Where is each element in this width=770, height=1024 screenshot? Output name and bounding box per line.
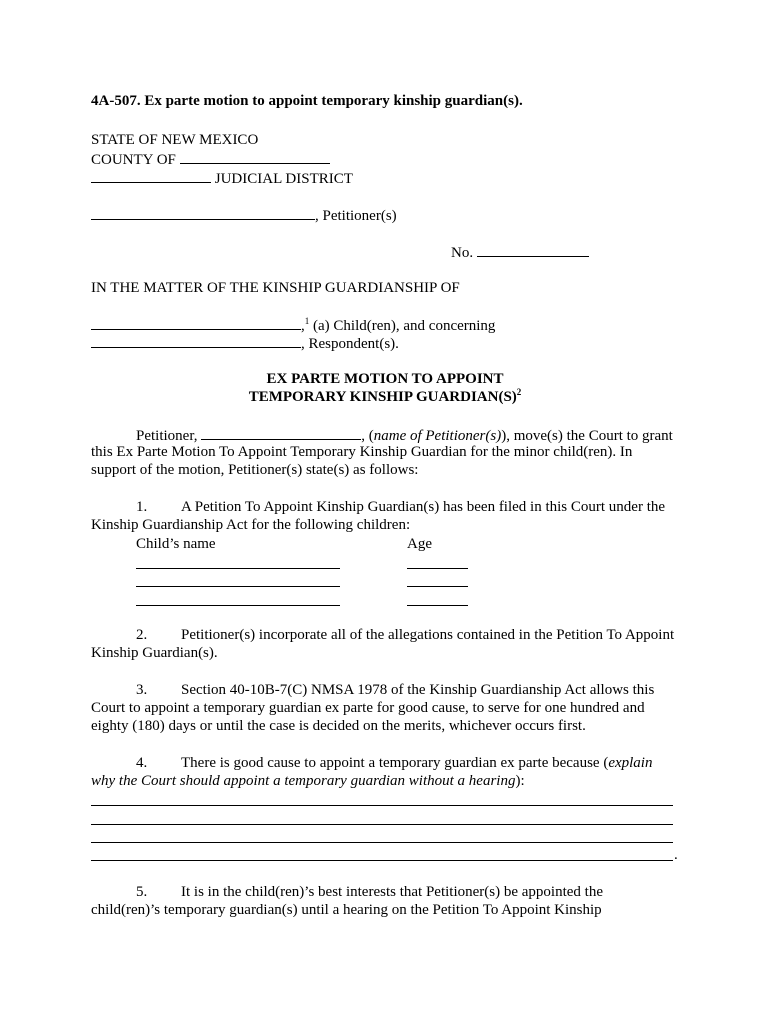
respondent-label: , Respondent(s). xyxy=(301,336,399,352)
child-name-field-1[interactable] xyxy=(136,568,340,569)
children-blank[interactable] xyxy=(91,315,301,330)
para1-line1: A Petition To Appoint Kinship Guardian(s) has been filed in this Court under the xyxy=(181,499,666,515)
state-label: STATE OF NEW MEXICO xyxy=(91,132,259,148)
child-name-header: Child’s name xyxy=(136,536,216,552)
explanation-end-period: . xyxy=(674,847,678,863)
para4-line2 xyxy=(91,772,525,790)
intro-mid-pre: , ( xyxy=(361,428,374,444)
para3-number: 3. xyxy=(136,682,148,698)
para4-number: 4. xyxy=(136,755,148,771)
intro-line1 xyxy=(136,425,673,445)
petitioner-blank[interactable] xyxy=(91,205,315,220)
explanation-line-4[interactable] xyxy=(91,860,673,861)
matter-line: IN THE MATTER OF THE KINSHIP GUARDIANSHIP OF xyxy=(91,280,460,296)
child-name-field-3[interactable] xyxy=(136,605,340,606)
para4-line2-italic: why the Court should appoint a temporary guardian without a hearing xyxy=(91,773,516,789)
para4-line1 xyxy=(181,754,652,772)
case-number-label: No. xyxy=(451,245,474,261)
child-name-field-2[interactable] xyxy=(136,586,340,587)
motion-title-line2 xyxy=(0,388,770,406)
para2-line1: Petitioner(s) incorporate all of the allegations contained in the Petition To Appoint xyxy=(181,627,675,643)
district-label: JUDICIAL DISTRICT xyxy=(214,171,353,187)
footnote-marker-2: 2 xyxy=(516,387,522,397)
petitioner-name-blank[interactable] xyxy=(201,425,361,440)
para4-line1-text: There is good cause to appoint a temporary guardian ex parte because ( xyxy=(181,755,609,771)
district-line xyxy=(91,168,353,188)
child-age-field-3[interactable] xyxy=(407,605,468,606)
petitioner-label: , Petitioner(s) xyxy=(315,208,397,224)
children-label: (a) Child(ren), and concerning xyxy=(309,318,496,334)
para1-line2: Kinship Guardianship Act for the following children: xyxy=(91,517,411,533)
children-line xyxy=(91,315,495,335)
explanation-line-1[interactable] xyxy=(91,805,673,806)
respondent-blank[interactable] xyxy=(91,333,301,348)
para2-number: 2. xyxy=(136,627,148,643)
para5-number: 5. xyxy=(136,884,148,900)
intro-line3: support of the motion, Petitioner(s) state(s) as follows: xyxy=(91,462,419,478)
case-number-line xyxy=(451,242,589,262)
district-blank[interactable] xyxy=(91,168,211,183)
children-comma: , xyxy=(301,318,305,334)
para1-number: 1. xyxy=(136,499,148,515)
para2-line2: Kinship Guardian(s). xyxy=(91,645,218,661)
county-line xyxy=(91,149,330,169)
explanation-line-3[interactable] xyxy=(91,842,673,843)
intro-mid-italic: name of Petitioner(s) xyxy=(373,428,502,444)
para3-line3: eighty (180) days or until the case is decided on the merits, whichever occurs first. xyxy=(91,718,586,734)
motion-title-text: TEMPORARY KINSHIP GUARDIAN(S) xyxy=(248,389,517,405)
child-age-field-2[interactable] xyxy=(407,586,468,587)
intro-mid-post: ), move(s) the Court to grant xyxy=(501,428,673,444)
rule-heading: 4A-507. Ex parte motion to appoint temporary kinship guardian(s). xyxy=(91,93,523,109)
explanation-line-2[interactable] xyxy=(91,824,673,825)
motion-title-line1: EX PARTE MOTION TO APPOINT xyxy=(266,371,504,387)
para4-line2-post: ): xyxy=(515,773,525,789)
county-label: COUNTY OF xyxy=(91,152,176,168)
county-blank[interactable] xyxy=(180,149,330,164)
footnote-marker-1: 1 xyxy=(304,316,310,326)
petitioner-line xyxy=(91,205,397,225)
intro-line2: this Ex Parte Motion To Appoint Temporary Kinship Guardian for the minor child(ren). In xyxy=(91,444,633,460)
para3-line2: Court to appoint a temporary guardian ex parte for good cause, to serve for one hundred and xyxy=(91,700,645,716)
case-number-blank[interactable] xyxy=(477,242,589,257)
para4-line1-italic: explain xyxy=(608,755,653,771)
para5-line1: It is in the child(ren)’s best interests that Petitioner(s) be appointed the xyxy=(181,884,603,900)
respondent-line xyxy=(91,333,399,353)
child-age-field-1[interactable] xyxy=(407,568,468,569)
intro-start: Petitioner, xyxy=(136,428,198,444)
child-age-header: Age xyxy=(407,536,432,552)
para5-line2: child(ren)’s temporary guardian(s) until a hearing on the Petition To Appoint Kinship xyxy=(91,902,602,918)
para3-line1: Section 40-10B-7(C) NMSA 1978 of the Kinship Guardianship Act allows this xyxy=(181,682,655,698)
